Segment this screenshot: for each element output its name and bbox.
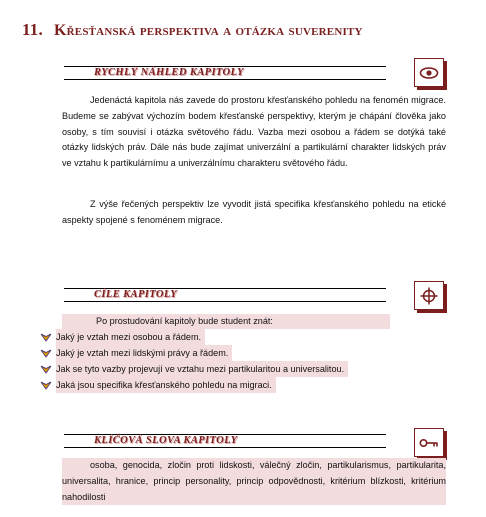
target-icon xyxy=(420,287,438,305)
key-icon xyxy=(419,437,439,449)
arrow-bullet-icon xyxy=(40,332,52,342)
goals-list xyxy=(40,329,460,393)
chapter-title-text: Křesťanská perspektiva a otázka suverenity xyxy=(54,22,363,39)
goal-text: Jaký je vztah mezi lidskými právy a řádem. xyxy=(56,345,232,361)
preview-heading-bar xyxy=(64,66,386,80)
goal-text: Jaký je vztah mezi osobou a řádem. xyxy=(56,329,205,345)
preview-heading: RYCHLÝ NÁHLED KAPITOLY xyxy=(94,67,244,78)
preview-paragraph-1: Jedenáctá kapitola nás zavede do prostoru křesťanského pohledu na fenomén migrace. Budeme se zabývat výchozím bodem křesťanské perspektivy, kterým je chápání člověka jako osoby, s tím souvisí i otázka světového řádu. Vazba mezi osobou a řádem se dotýká také otázky lidských práv. Dále nás bude zajímat univerzální a partikulární charakter lidských práv ve vztahu k partikulárnímu a univerzálnímu charakteru světového řádu. xyxy=(62,95,446,169)
arrow-bullet-icon xyxy=(40,364,52,374)
goal-text: Jak se tyto vazby projevují ve vztahu mezi partikularitou a universalitou. xyxy=(56,361,348,377)
preview-icon-box xyxy=(414,58,444,87)
list-item xyxy=(40,361,460,377)
keywords-text: osoba, genocida, zločin proti lidskosti, válečný zločin, partikularismus, partikularita, universalita, hranice, princip personality, princip odpovědnosti, kritérium blízkosti, kritérium nahodilosti xyxy=(62,458,446,505)
eye-icon xyxy=(419,66,439,80)
goal-text: Jaká jsou specifika křesťanského pohledu na migraci. xyxy=(56,377,276,393)
chapter-number: 11. xyxy=(22,20,43,39)
preview-paragraph-2: Z výše řečených perspektiv lze vyvodit jistá specifika křesťanského pohledu na etické aspekty spojené s fenoménem migrace. xyxy=(62,199,446,225)
list-item xyxy=(40,329,460,345)
keywords-icon-box xyxy=(414,428,444,457)
keywords-heading: KLÍČOVÁ SLOVA KAPITOLY xyxy=(94,435,238,446)
keywords-heading-bar xyxy=(64,434,386,448)
goals-intro: Po prostudování kapitoly bude student znát: xyxy=(62,314,390,329)
goals-heading-bar xyxy=(64,288,386,302)
list-item xyxy=(40,345,460,361)
goals-icon-box xyxy=(414,281,444,310)
arrow-bullet-icon xyxy=(40,380,52,390)
list-item xyxy=(40,377,460,393)
arrow-bullet-icon xyxy=(40,348,52,358)
goals-heading: CÍLE KAPITOLY xyxy=(94,289,178,300)
chapter-title xyxy=(22,20,462,40)
